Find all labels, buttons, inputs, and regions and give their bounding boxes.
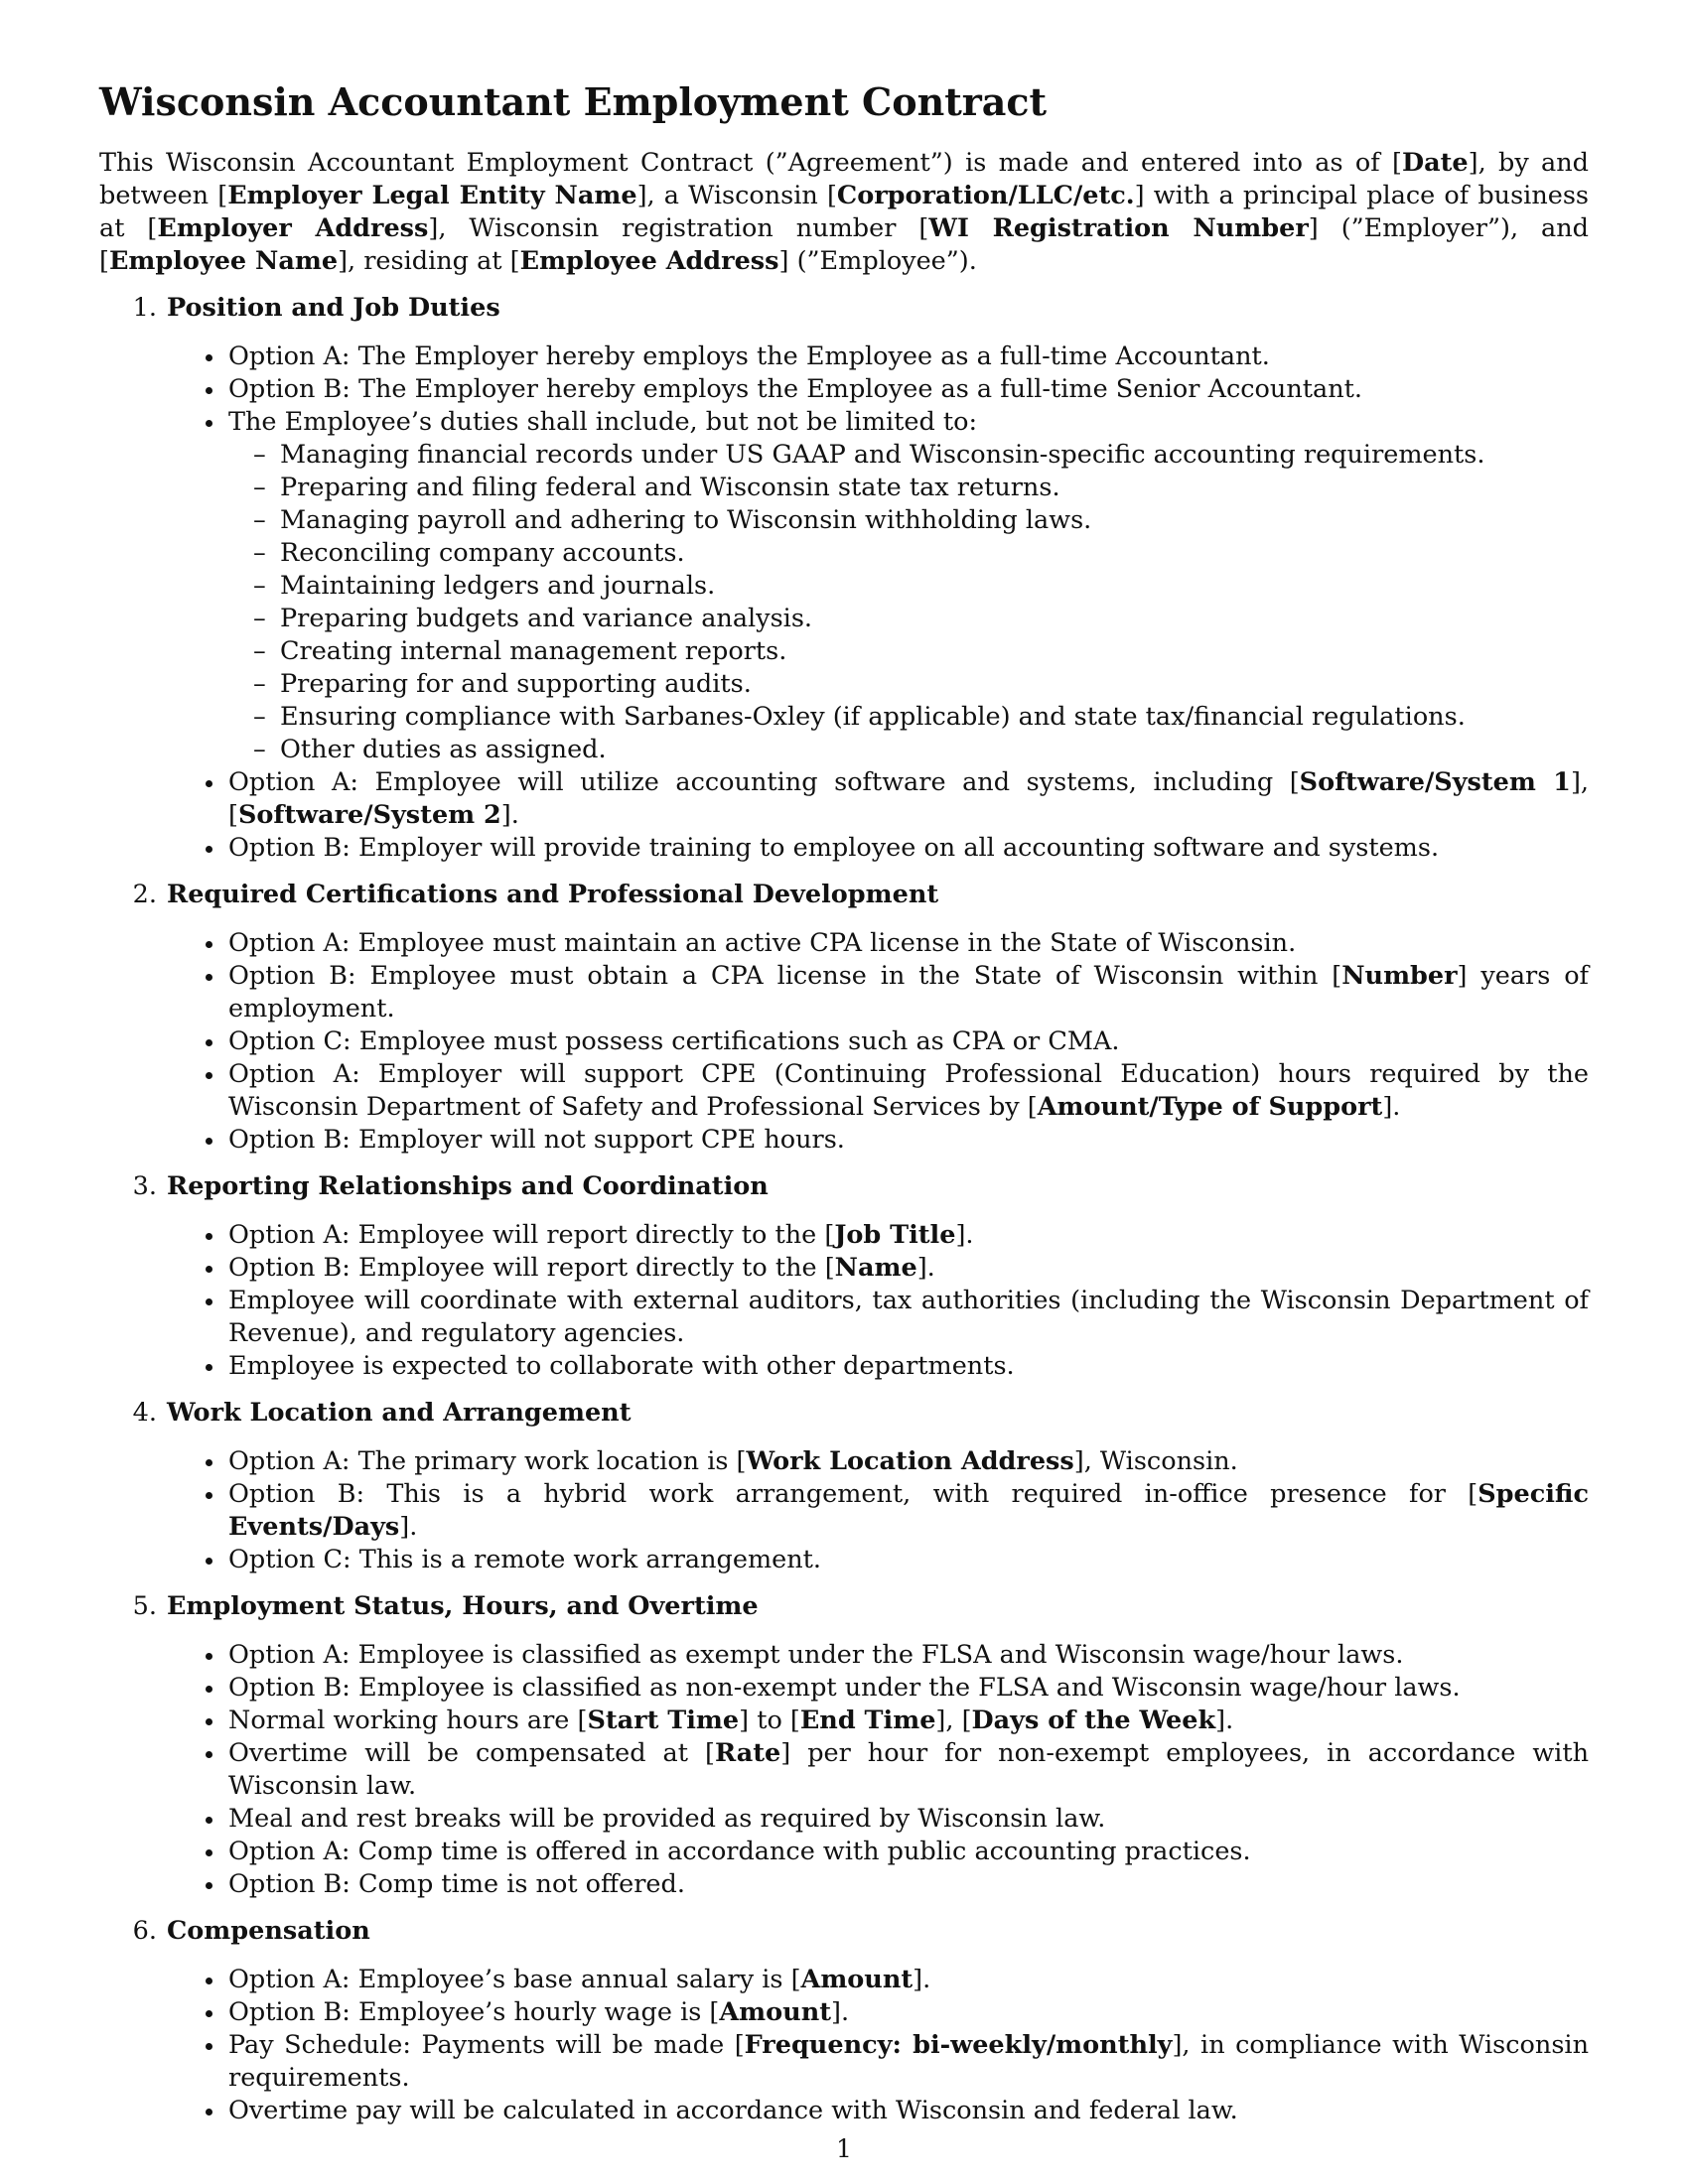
list-item: Normal working hours are [Start Time] to [End Time], [Days of the Week]. (228, 1705, 1589, 1737)
list-item: Option A: Employee’s base annual salary is [Amount]. (228, 1964, 1589, 1996)
list-item: Option C: This is a remote work arrangement. (228, 1544, 1589, 1576)
list-item: Option B: Employer will not support CPE hours. (228, 1124, 1589, 1157)
list-item: Option A: Employee is classified as exempt under the FLSA and Wisconsin wage/hour laws. (228, 1639, 1589, 1672)
list-item: Overtime pay will be calculated in accordance with Wisconsin and federal law. (228, 2095, 1589, 2127)
section-position (99, 292, 1589, 865)
list-item: Option B: Employee must obtain a CPA license in the State of Wisconsin within [Number] years of employment. (228, 961, 1589, 1024)
list-item: Option B: This is a hybrid work arrangement, with required in-office presence for [Specific Events/Days]. (228, 1479, 1589, 1542)
duty-item: – Other duties as assigned. (280, 734, 1589, 766)
list-item: Option B: Employee is classified as non-exempt under the FLSA and Wisconsin wage/hour laws. (228, 1672, 1589, 1705)
contract-page (99, 79, 1589, 2141)
intro-paragraph: This Wisconsin Accountant Employment Contract (”Agreement”) is made and entered into as of [Date], by and between [Employer Legal Entity Name], a Wisconsin [Corporation/LLC/etc.] with a principal place of business at [Employer Address], Wisconsin registration number [WI Registration Number] (”Employer”), and [Employee Name], residing at [Employee Address] (”Employee”). (99, 148, 1590, 276)
duty-item: – Preparing and filing federal and Wisconsin state tax returns. (280, 472, 1589, 504)
list-item: Overtime will be compensated at [Rate] per hour for non-exempt employees, in accordance with Wisconsin law. (228, 1738, 1589, 1801)
list-item: Employee is expected to collaborate with other departments. (228, 1350, 1589, 1383)
duty-item: – Maintaining ledgers and journals. (280, 570, 1589, 603)
list-item: Option A: Employer will support CPE (Continuing Professional Education) hours required by the Wisconsin Department of Safety and Professional Services by [Amount/Type of Support]. (228, 1059, 1589, 1122)
list-item: Option A: The primary work location is [Work Location Address], Wisconsin. (228, 1445, 1589, 1478)
duties-list (228, 439, 1589, 766)
list-item: Option C: Employee must possess certifications such as CPA or CMA. (228, 1025, 1589, 1058)
list-item: Option A: Comp time is offered in accordance with public accounting practices. (228, 1836, 1589, 1868)
section-compensation (99, 1915, 1589, 2127)
section-employment-status (99, 1590, 1589, 1901)
list-item: Option A: Employee must maintain an active CPA license in the State of Wisconsin. (228, 927, 1589, 960)
section-heading: 5. Employment Status, Hours, and Overtime (132, 1591, 759, 1621)
duty-item: – Preparing for and supporting audits. (280, 668, 1589, 701)
section-heading: 6. Compensation (132, 1916, 370, 1946)
list-item: Option A: The Employer hereby employs the Employee as a full-time Accountant. (228, 341, 1589, 373)
list-item: Meal and rest breaks will be provided as required by Wisconsin law. (228, 1803, 1589, 1836)
list-item: Option B: Employee’s hourly wage is [Amount]. (228, 1996, 1589, 2029)
list-item: Option A: Employee will utilize accounting software and systems, including [Software/System 1], [Software/System 2]. (228, 767, 1589, 830)
list-item: Option A: Employee will report directly to the [Job Title]. (228, 1219, 1589, 1252)
duty-item: – Managing financial records under US GAAP and Wisconsin-specific accounting requirements. (280, 439, 1589, 472)
list-item: Option B: Employee will report directly to the [Name]. (228, 1252, 1589, 1285)
duty-item: – Reconciling company accounts. (280, 537, 1589, 570)
section-heading: 2. Required Certifications and Professional Development (132, 880, 939, 909)
duty-item: – Preparing budgets and variance analysis. (280, 603, 1589, 635)
list-item: Option B: Comp time is not offered. (228, 1868, 1589, 1901)
duty-item: – Managing payroll and adhering to Wisconsin withholding laws. (280, 504, 1589, 537)
section-reporting (99, 1170, 1589, 1383)
section-heading: 3. Reporting Relationships and Coordination (132, 1171, 769, 1201)
section-work-location (99, 1397, 1589, 1576)
duty-item: – Ensuring compliance with Sarbanes-Oxley (if applicable) and state tax/financial regulations. (280, 701, 1589, 734)
list-item: Option B: Employer will provide training to employee on all accounting software and systems. (228, 832, 1589, 865)
list-item: Pay Schedule: Payments will be made [Frequency: bi-weekly/monthly], in compliance with Wisconsin requirements. (228, 2030, 1589, 2093)
list-item: The Employee’s duties shall include, but not be limited to: – Managing financial records under US GAAP and Wisconsin-specific accounting requirements. – Preparing and filing federal and Wisconsin state tax returns. – Managing payroll and adhering to Wisconsin withholding laws. – Reconciling company accounts. – Maintaining ledgers and journals. – Preparing budgets and variance analysis. – Creating internal management reports. – Preparing for and supporting audits. – Ensuring compliance with Sarbanes-Oxley (if applicable) and state tax/financial regulations. – Other duties as assigned. (228, 406, 1589, 766)
document-title: Wisconsin Accountant Employment Contract (99, 79, 1048, 124)
list-item: Employee will coordinate with external auditors, tax authorities (including the Wisconsin Department of Revenue), and regulatory agencies. (228, 1286, 1589, 1348)
page-number: 1 (836, 2134, 852, 2163)
duty-item: – Creating internal management reports. (280, 635, 1589, 668)
section-heading: 4. Work Location and Arrangement (132, 1398, 632, 1428)
section-certifications (99, 879, 1589, 1157)
section-list (99, 292, 1589, 2127)
list-item: Option B: The Employer hereby employs the Employee as a full-time Senior Accountant. (228, 373, 1589, 406)
section-heading: 1. Position and Job Duties (132, 293, 500, 323)
